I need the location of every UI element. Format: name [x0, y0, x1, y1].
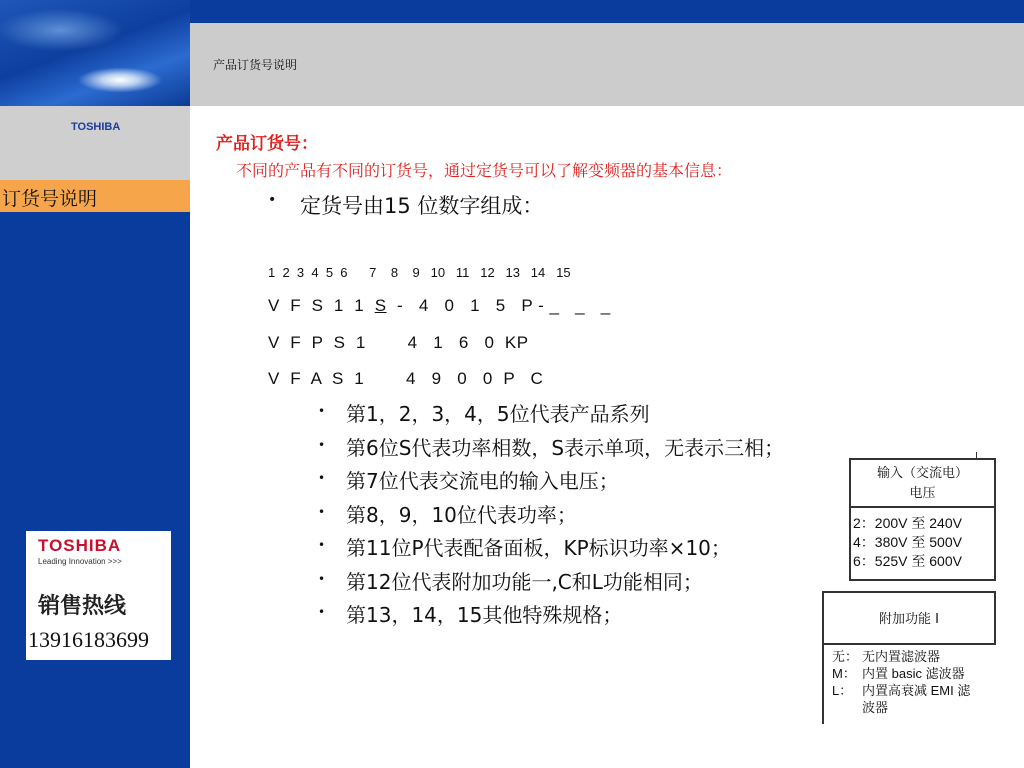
- table-row: 6：525V 至 600V: [853, 553, 962, 569]
- list-item-text: 第7位代表交流电的输入电压；: [346, 469, 619, 493]
- list-item-text: 第8，9，10位代表功率；: [346, 502, 577, 527]
- order-code-example: [268, 333, 529, 353]
- bullet-dot-icon: •: [318, 404, 326, 418]
- sales-hotline-ad: [26, 531, 171, 660]
- section-tab-label: 订货号说明: [2, 188, 98, 210]
- voltage-table-header: [851, 460, 994, 508]
- voltage-header-line: 电压: [909, 486, 936, 501]
- list-item-text: 第13，14，15其他特殊规格；: [346, 603, 623, 627]
- row-value: 波器: [862, 700, 889, 715]
- code-part: V F S 1 1: [268, 296, 375, 315]
- table-row: 2：200V 至 240V: [853, 515, 962, 531]
- content-subheading: 不同的产品有不同的订货号，通过定货号可以了解变频器的基本信息：: [236, 161, 733, 180]
- function-table: [822, 591, 996, 724]
- table-row: [832, 665, 970, 682]
- row-value: 内置高衰减 EMI 滤: [862, 683, 971, 698]
- code-part: V F P S 1 4 1 6 0 KP: [268, 333, 529, 352]
- brand-box: [0, 106, 190, 180]
- ad-phone-number: 13916183699: [28, 627, 149, 652]
- bullet-dot-icon: •: [318, 605, 326, 619]
- table-row: [832, 682, 970, 699]
- voltage-header-line: 输入（交流电）: [876, 466, 968, 481]
- function-table-header: 附加功能 I: [822, 591, 996, 645]
- ad-logo: TOSHIBA: [38, 536, 122, 555]
- list-item-text: 第11位P代表配备面板，KP标识功率×10；: [346, 536, 731, 560]
- code-part: V F A S 1 4 9 0 0 P C: [268, 369, 544, 388]
- order-code-example: [268, 369, 543, 389]
- brand-label: TOSHIBA: [71, 121, 121, 133]
- ad-hotline-label: 销售热线: [38, 594, 127, 619]
- bullet-dot-icon: •: [318, 571, 326, 586]
- row-key: L：: [832, 683, 853, 698]
- bullet-dot-icon: •: [318, 538, 326, 552]
- table-row: [832, 699, 970, 716]
- code-underlined-part: S: [374, 296, 387, 315]
- voltage-table-body: [851, 508, 994, 571]
- page-title: 产品订货号说明: [213, 58, 298, 72]
- list-item-text: 第12位代表附加功能一,C和L功能相同；: [346, 569, 703, 594]
- header-wave-image: [0, 0, 190, 106]
- row-value: 无内置滤波器: [862, 649, 941, 664]
- table-row: [832, 648, 970, 665]
- section-tab[interactable]: [0, 180, 190, 212]
- bullet-dot-icon: •: [318, 471, 326, 485]
- bullet-dot-icon: •: [318, 504, 326, 519]
- list-item-text: 第1，2，3，4，5位代表产品系列: [346, 402, 650, 426]
- list-item-text: 第6位S代表功率相数，S表示单项，无表示三相；: [346, 435, 785, 460]
- main-bullet-text: 定货号由15 位数字组成：: [300, 194, 544, 218]
- bullet-dot-icon: •: [318, 437, 326, 452]
- divider: [822, 645, 824, 724]
- content-heading: 产品订货号：: [216, 134, 318, 154]
- function-table-body: [832, 648, 970, 716]
- top-bar: [190, 0, 1024, 23]
- header-band: [190, 23, 1024, 106]
- ad-tagline: Leading Innovation >>>: [38, 557, 122, 566]
- order-code-example: [268, 296, 611, 316]
- bullet-dot-icon: •: [268, 192, 277, 208]
- row-key: M：: [832, 666, 856, 681]
- table-row: 4：380V 至 500V: [853, 534, 962, 550]
- voltage-table: [849, 458, 996, 581]
- row-key: 无：: [832, 649, 859, 664]
- position-numbers: 1 2 3 4 5 6 7 8 9 10 11 12 13 14 15: [268, 265, 571, 280]
- row-value: 内置 basic 滤波器: [862, 666, 965, 681]
- code-part: - 4 0 1 5 P - _ _ _: [386, 296, 611, 315]
